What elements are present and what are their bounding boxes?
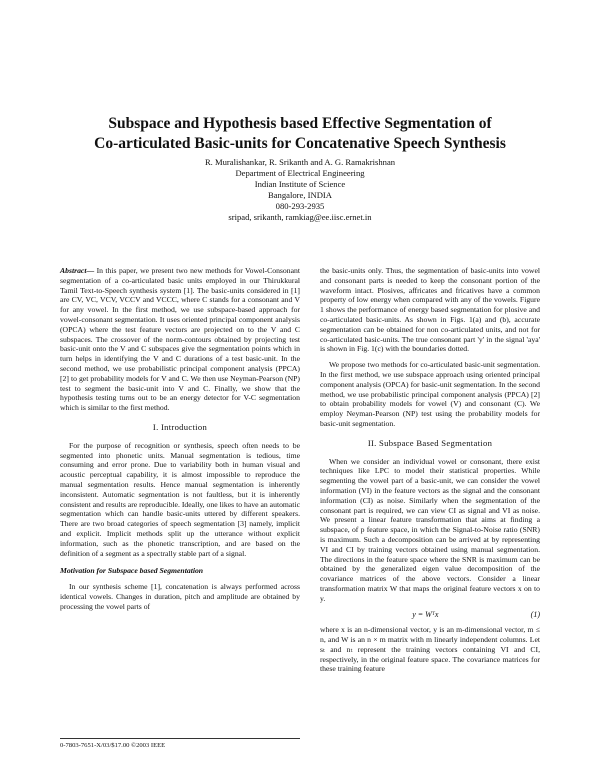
right-paragraph-4: where x is an n-dimensional vector, y is an m-dimensional vector, m ≤ n, and W is an n × m matrix with m linearly independent columns. Let sₜ and nₜ represent the training vectors containing VI and CI, respectively, in the original feature space. The covariance matrices for these training feature — [320, 625, 540, 674]
left-column — [60, 266, 300, 618]
title-line-2: Co-articulated Basic-units for Concatenative Speech Synthesis — [94, 135, 506, 152]
section-heading-subspace: II. Subspace Based Segmentation — [367, 437, 493, 448]
affiliation-institute: Indian Institute of Science — [254, 179, 346, 189]
author-block — [60, 157, 540, 223]
copyright-footnote: 0-7803-7651-X/03/$17.00 ©2003 IEEE — [60, 738, 300, 749]
right-paragraph-2: We propose two methods for co-articulated basic-unit segmentation. In the first method, we use subspace approach using oriented principal component analysis (OPCA) for basic-unit segmentation. In the second method, we use probabilistic principal component analysis (PPCA) [2] to obtain probability models for vowel (V) and consonant (C). We employ Neyman-Pearson (NP) test using the probability models for basic-unit segmentation. — [320, 360, 540, 428]
phone: 080-293-2935 — [275, 201, 325, 211]
right-paragraph-3: When we consider an individual vowel or consonant, there exist techniques like LPC to model their statistical properties. While segmenting the vowel part of a basic-unit, we can consider the vowel information (VI) in the feature vectors as the signal and the consonant information (CI) as noise. Similarly when the segmentation of the consonant part is required, we can view CI as signal and VI as noise. We present a linear feature transformation that aims at finding a subspace, of p feature space, in which the Signal-to-Noise ratio (SNR) is maximum. Such a decomposition can be arrived at by representing VI and CI by training vectors obtained using manual segmentation. The directions in the feature space where the SNR is maximum can be obtained by the generalized eigen value decomposition of the covariance matrices of the above vectors. Consider a linear transformation matrix W that maps the original feature vectors x on to y. — [320, 456, 540, 603]
paper-title — [60, 114, 540, 154]
subsection-heading-motivation: Motivation for Subspace based Segmentation — [60, 566, 204, 576]
equation-body: y = Wᵀx — [412, 609, 439, 619]
abstract — [60, 266, 300, 413]
intro-paragraph-1: For the purpose of recognition or synthesis, speech often needs to be segmented into phonetic units. Manual segmentation is tedious, time consuming and error prone. Due to variability both in human visual and acoustic perceptual capability, it is almost impossible to reproduce the manual segmentation results. Hence manual segmentation is inherently inconsistent. Automatic segmentation is not faultless, but it is inherently consistent and results are reproducible. Ideally, one likes to have an automatic segmentation which can handle basic-units uttered by different speakers. There are two broad categories of speech segmentation [3] namely, implicit and explicit. Implicit methods split up the utterance without explicit information, such as the phonetic transcription, and are based on the definition of a segment as a spectrally stable part of a signal. — [60, 440, 300, 558]
affiliation-city: Bangalore, INDIA — [268, 190, 332, 200]
abstract-text: In this paper, we present two new methods for Vowel-Consonant segmentation of a co-articulated basic units employed in our Thirukkural Tamil Text-to-Speech synthesis system [1]. The basic-units considered in [1] are CV, VC, VCV, VCCV and VCCC, where C stands for a consonant and V for any vowel. In the first method, we use subspace-based approach for vowel-consonant segmentation. It uses oriented principal component analysis (OPCA) where the test feature vectors are projected on to the V and C subspaces. The crossover of the norm-contours obtained by projecting test basic-unit onto the V and C subspaces give the segmentation points which in turn helps in identifying the V and C durations of a test basic-unit. In the second method, we use probabilistic principal component analysis (PPCA) [2] to get probability models for V and C. We then use Neyman-Pearson (NP) test to segment the basic-unit into V and C. Finally, we show that the hypothesis testing turns out to be an energy detector for V-C segmentation which is similar to the first method. — [60, 266, 300, 413]
equation-number: (1) — [530, 609, 540, 619]
affiliation-dept: Department of Electrical Engineering — [235, 168, 365, 178]
right-paragraph-1: the basic-units only. Thus, the segmentation of basic-units into vowel and consonant parts is needed to keep the consonant portion of the waveform intact. Plosives, affricates and fricatives have a common property of low energy when compared with any of the vowels. Figure 1 shows the performance of energy based segmentation for plosive and co-articulated basic-units. As shown in Figs. 1(a) and (b), accurate segmentation can be obtained for non co-articulated units, and not for co-articulated basic-units. The true consonant part 'y' in the signal 'aya' is shown in Fig. 1(c) with the boundaries dotted. — [320, 266, 540, 354]
intro-paragraph-2: In our synthesis scheme [1], concatenation is always performed across identical vowels. Changes in duration, pitch and amplitude are obtained by processing the vowel parts of — [60, 582, 300, 611]
emails: sripad, srikanth, ramkiag@ee.iisc.ernet.in — [228, 212, 372, 222]
authors: R. Muralishankar, R. Srikanth and A. G. Ramakrishnan — [204, 157, 396, 167]
abstract-label: Abstract— — [60, 266, 95, 275]
section-heading-introduction: I. Introduction — [152, 421, 208, 432]
right-column — [320, 266, 540, 680]
title-line-1: Subspace and Hypothesis based Effective Segmentation of — [108, 115, 492, 132]
equation-1 — [320, 610, 540, 620]
